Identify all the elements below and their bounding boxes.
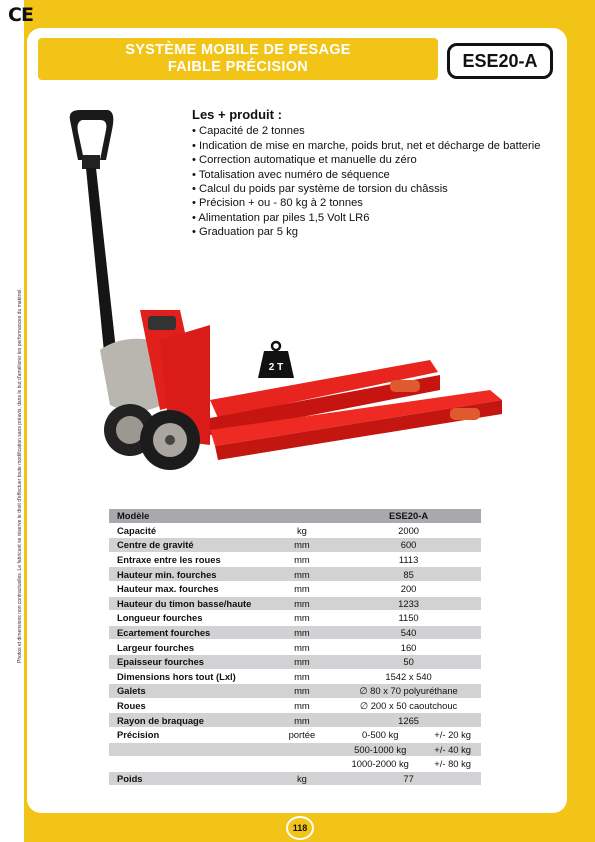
feature-item: • Capacité de 2 tonnes	[192, 124, 540, 138]
table-row: Rayon de braquage mm 1265	[109, 713, 481, 728]
features-heading: Les + produit :	[192, 107, 282, 122]
table-row: Dimensions hors tout (Lxl) mm 1542 x 540	[109, 669, 481, 684]
feature-item: • Graduation par 5 kg	[192, 225, 540, 239]
table-row: 1000-2000 kg +/- 80 kg	[109, 757, 481, 772]
spec-table	[109, 509, 481, 786]
disclaimer-note: Photos et dimensions non contractuelles. Le fabricant se réserve le droit d'effectuer toute modification sans préavis, dans le but d'améliorer les performances du matériel.	[17, 288, 23, 663]
table-row: Précision portée 0-500 kg +/- 20 kg	[109, 727, 481, 742]
table-row: Centre de gravité mm 600	[109, 538, 481, 553]
title-line-1: SYSTÈME MOBILE DE PESAGE	[125, 42, 351, 58]
table-row: Entraxe entre les roues mm 1113	[109, 552, 481, 567]
ce-mark: CE	[8, 4, 33, 26]
feature-item: • Calcul du poids par système de torsion du châssis	[192, 182, 540, 196]
table-row: Poids kg 77	[109, 771, 481, 786]
table-row: Ecartement fourches mm 540	[109, 625, 481, 640]
table-row: Largeur fourches mm 160	[109, 640, 481, 655]
header-label: Modèle	[109, 509, 268, 523]
table-row: Longueur fourches mm 1150	[109, 611, 481, 626]
table-header-row	[109, 509, 481, 523]
feature-item: • Indication de mise en marche, poids brut, net et décharge de batterie	[192, 139, 540, 153]
header-value: ESE20-A	[336, 509, 481, 523]
table-row: Galets mm ∅ 80 x 70 polyuréthane	[109, 684, 481, 699]
table-row: Hauteur min. fourches mm 85	[109, 567, 481, 582]
title-line-2: FAIBLE PRÉCISION	[167, 59, 309, 75]
weight-badge-text: 2 T	[268, 362, 284, 373]
feature-item: • Précision + ou - 80 kg à 2 tonnes	[192, 196, 540, 210]
table-row: Hauteur du timon basse/haute mm 1233	[109, 596, 481, 611]
title-band	[38, 38, 438, 80]
table-row: Hauteur max. fourches mm 200	[109, 581, 481, 596]
table-row: 500-1000 kg +/- 40 kg	[109, 742, 481, 757]
page-number: 118	[286, 816, 314, 840]
weight-icon	[256, 340, 296, 380]
right-margin	[567, 0, 595, 842]
feature-item: • Totalisation avec numéro de séquence	[192, 168, 540, 182]
feature-item: • Correction automatique et manuelle du zéro	[192, 153, 540, 167]
feature-item: • Alimentation par piles 1,5 Volt LR6	[192, 211, 540, 225]
table-row: Epaisseur fourches mm 50	[109, 654, 481, 669]
table-row: Capacité kg 2000	[109, 523, 481, 538]
features-block	[192, 108, 540, 240]
model-badge: ESE20-A	[447, 43, 553, 79]
table-row: Roues mm ∅ 200 x 50 caoutchouc	[109, 698, 481, 713]
